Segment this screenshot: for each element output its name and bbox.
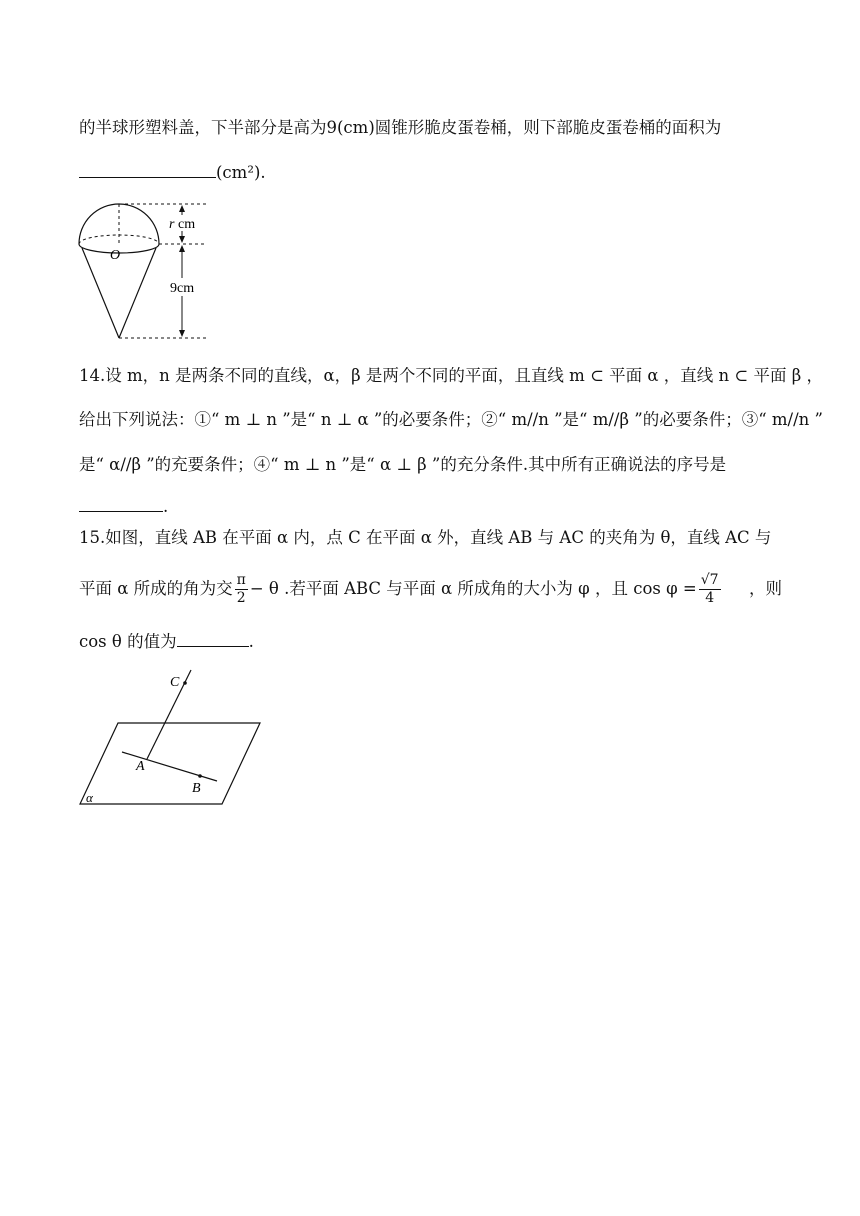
four-denominator: 4: [705, 589, 715, 606]
q15-text-2a: 平面 α 所成的角为交: [79, 579, 233, 598]
pi-numerator: π: [236, 571, 246, 588]
plane-lines-figure: [74, 668, 268, 808]
q14-line-2: [79, 410, 823, 430]
radius-label: r: [169, 217, 175, 232]
q15-line-2: [79, 569, 782, 609]
q13-height-unit: (cm): [337, 118, 375, 137]
q13-text-a: 的半球形塑料盖，下半部分是高为: [79, 118, 327, 137]
sqrt7-over-four-fraction: [699, 572, 721, 607]
q15-text-2c: ，则: [749, 579, 782, 598]
q15-answer-blank[interactable]: [177, 631, 249, 647]
q14-period: .: [163, 497, 169, 516]
radius-unit-label: cm: [178, 217, 196, 232]
pi-over-two-fraction: [235, 572, 248, 607]
pi-denominator: 2: [236, 589, 246, 606]
plane-alpha-label: α: [86, 790, 93, 805]
q14-line-3: [79, 455, 782, 475]
q13-height-value: 9: [326, 118, 337, 137]
q13-line-1: [79, 118, 721, 138]
q15-text-3: cos θ 的值为: [79, 632, 177, 651]
q14-answer-blank[interactable]: [79, 496, 163, 512]
center-label: O: [110, 248, 121, 263]
point-c-label: C: [170, 675, 180, 690]
q15-period: .: [248, 632, 254, 651]
q14-line-1: [79, 366, 823, 386]
q13-answer-blank[interactable]: [79, 162, 216, 178]
point-b-label: B: [192, 781, 201, 796]
q13-period: .: [260, 163, 266, 182]
q13-area-unit: (cm²): [216, 163, 261, 182]
q14-text-1: 14.设 m，n 是两条不同的直线，α，β 是两个不同的平面，且直线 m ⊂ 平面 α ，直线 n ⊂ 平面 β ，: [79, 366, 823, 385]
q14-line-4: [79, 496, 168, 517]
height-label: 9cm: [170, 281, 195, 296]
q14-text-2: 给出下列说法：①“ m ⊥ n ”是“ n ⊥ α ”的必要条件；②“ m//n ”是“ m//β ”的必要条件；③“ m//n ”: [79, 410, 823, 429]
q13-text-b: 圆锥形脆皮蛋卷桶，则下部脆皮蛋卷桶的面积为: [374, 118, 722, 137]
q15-text-1: 15.如图，直线 AB 在平面 α 内，点 C 在平面 α 外，直线 AB 与 AC 的夹角为 θ，直线 AC 与: [79, 528, 772, 547]
q15-line-1: [79, 528, 782, 548]
point-a-label: A: [136, 759, 145, 774]
q15-text-2b: − θ .若平面 ABC 与平面 α 所成角的大小为 φ ，且 cos φ =: [249, 579, 697, 598]
q13-line-2: [79, 162, 266, 183]
q15-line-3: [79, 631, 254, 652]
cone-hemisphere-figure: [74, 198, 220, 344]
q14-text-3: 是“ α//β ”的充要条件；④“ m ⊥ n ”是“ α ⊥ β ”的充分条件.其中所有正确说法的序号是: [79, 455, 727, 474]
sqrt7-numerator: √7: [700, 571, 719, 588]
